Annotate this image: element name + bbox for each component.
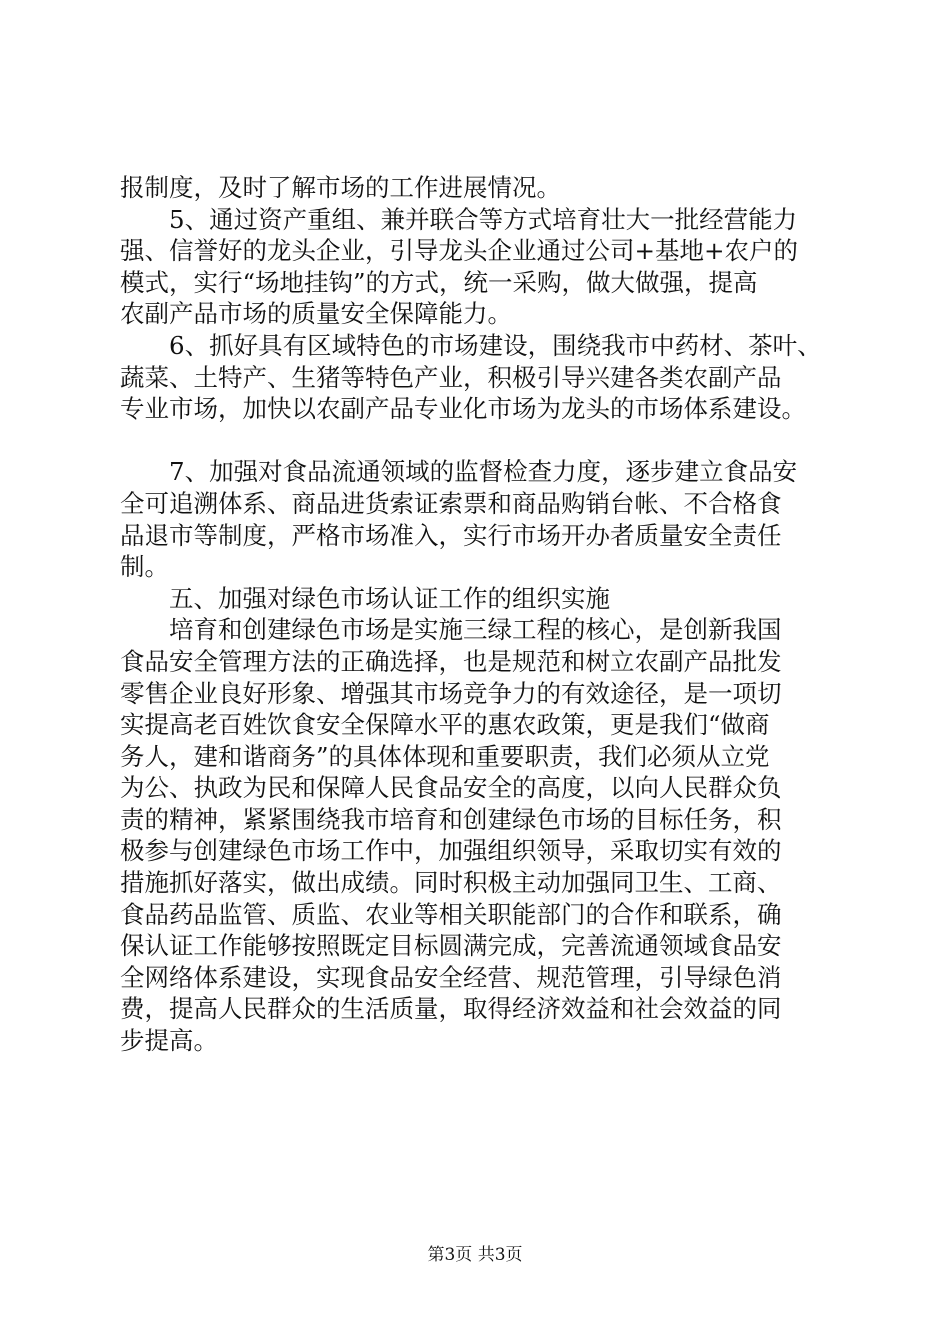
paragraph-gap — [120, 425, 840, 457]
text-line: 7、加强对食品流通领域的监督检查力度，逐步建立食品安 — [169, 457, 798, 487]
text-line: 食品药品监管、质监、农业等相关职能部门的合作和联系，确 — [120, 899, 782, 929]
text-line: 专业市场，加快以农副产品专业化市场为龙头的市场体系建设。 — [120, 394, 806, 424]
document-body — [120, 172, 840, 1057]
text-line: 5、通过资产重组、兼并联合等方式培育壮大一批经营能力 — [169, 204, 798, 234]
text-line: 步提高。 — [120, 1026, 218, 1056]
text-line: 强、信誉好的龙头企业，引导龙头企业通过公司+基地+农户的 — [120, 236, 799, 266]
text-line: 费，提高人民群众的生活质量，取得经济效益和社会效益的同 — [120, 994, 782, 1024]
text-line: 全可追溯体系、商品进货索证索票和商品购销台帐、不合格食 — [120, 488, 782, 518]
text-line: 务人，建和谐商务”的具体体现和重要职责，我们必须从立党 — [120, 741, 770, 771]
text-line: 农副产品市场的质量安全保障能力。 — [120, 299, 512, 329]
text-line: 为公、执政为民和保障人民食品安全的高度，以向人民群众负 — [120, 773, 782, 803]
text-line: 模式，实行“场地挂钩”的方式，统一采购，做大做强，提高 — [120, 267, 758, 297]
text-line: 保认证工作能够按照既定目标圆满完成，完善流通领域食品安 — [120, 931, 782, 961]
text-line: 极参与创建绿色市场工作中，加强组织领导，采取切实有效的 — [120, 836, 782, 866]
text-line: 蔬菜、土特产、生猪等特色产业，积极引导兴建各类农副产品 — [120, 362, 782, 392]
text-line: 责的精神，紧紧围绕我市培育和创建绿色市场的目标任务，积 — [120, 804, 782, 834]
text-line: 措施抓好落实，做出成绩。同时积极主动加强同卫生、工商、 — [120, 868, 782, 898]
text-line: 全网络体系建设，实现食品安全经营、规范管理，引导绿色消 — [120, 962, 782, 992]
text-line: 零售企业良好形象、增强其市场竞争力的有效途径，是一项切 — [120, 678, 782, 708]
section-heading: 五、加强对绿色市场认证工作的组织实施 — [169, 583, 610, 613]
text-line: 品退市等制度，严格市场准入，实行市场开办者质量安全责任 — [120, 520, 782, 550]
text-line: 食品安全管理方法的正确选择，也是规范和树立农副产品批发 — [120, 646, 782, 676]
text-line: 报制度，及时了解市场的工作进展情况。 — [120, 173, 561, 202]
text-line: 6、抓好具有区域特色的市场建设，围绕我市中药材、茶叶、 — [169, 330, 822, 360]
text-line: 培育和创建绿色市场是实施三绿工程的核心，是创新我国 — [169, 615, 782, 645]
text-line: 制。 — [120, 552, 169, 582]
page-number: 第3页 共3页 — [427, 1245, 523, 1265]
text-line: 实提高老百姓饮食安全保障水平的惠农政策，更是我们“做商 — [120, 710, 770, 740]
